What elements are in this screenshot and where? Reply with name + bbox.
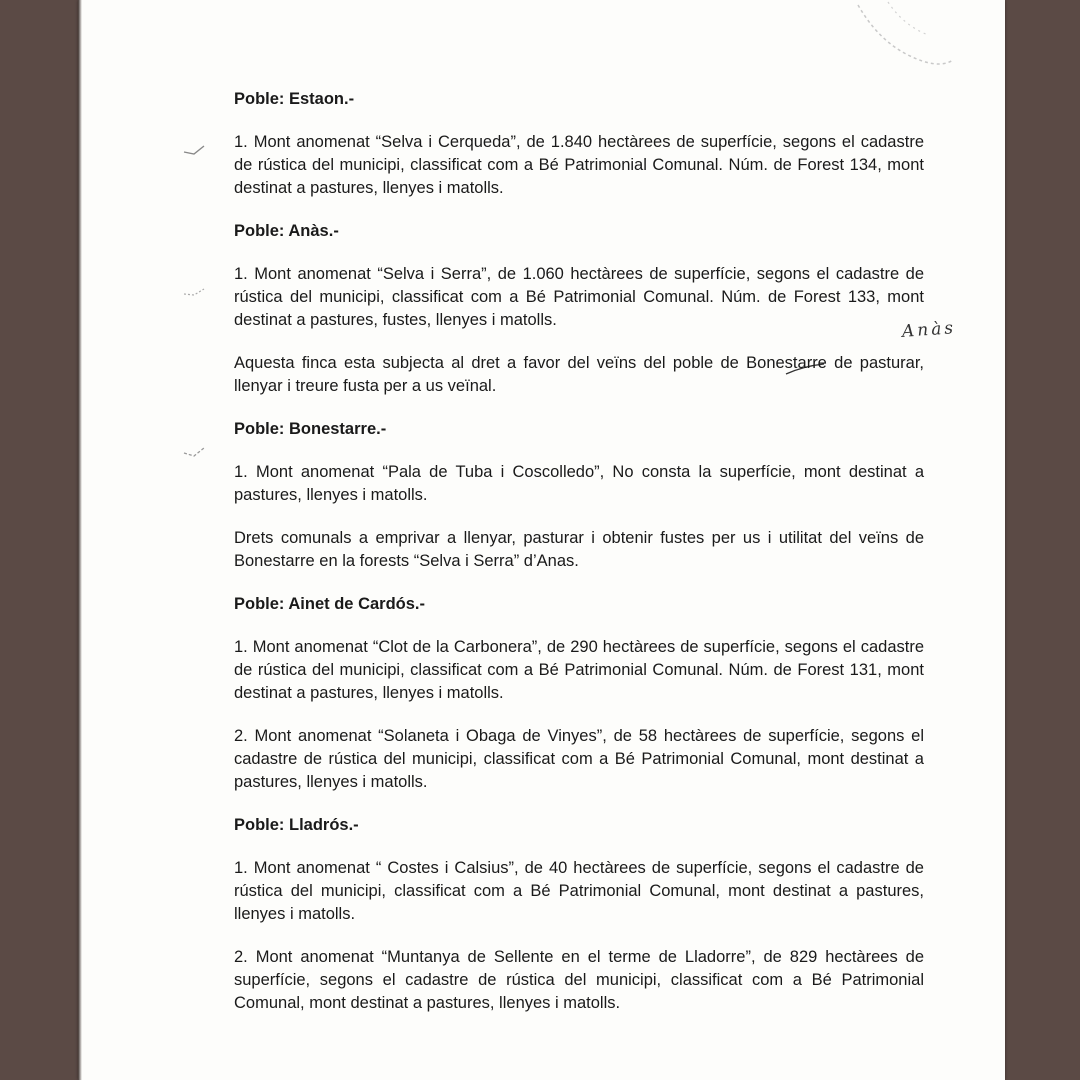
- section-heading: Poble: Estaon.-: [234, 90, 355, 108]
- section-heading: Poble: Ainet de Cardós.-: [234, 595, 425, 613]
- paragraph: 2. Mont anomenat “Muntanya de Sellente en el terme de Lladorre”, de 829 hectàrees de superfície, segons el cadastre de rústica del municipi, classificat com a Bé Patrimonial Comunal, mont destinat a pastures, llenyes i matolls.: [234, 948, 924, 1012]
- document-body: [234, 88, 924, 1035]
- paragraph: 1. Mont anomenat “Clot de la Carbonera”, de 290 hectàrees de superfície, segons el cadastre de rústica del municipi, classificat com a Bé Patrimonial Comunal. Núm. de Forest 131, mont destinat a pastures, llenyes i matolls.: [234, 638, 924, 702]
- section-bonestarre: [234, 418, 924, 573]
- paragraph: 1. Mont anomenat “Pala de Tuba i Coscolledo”, No consta la superfície, mont destinat a pastures, llenyes i matolls.: [234, 463, 924, 504]
- section-lladros: [234, 814, 924, 1015]
- scan-edge-shadow: [78, 0, 82, 1080]
- margin-tick-icon: [182, 444, 212, 462]
- paragraph: 2. Mont anomenat “Solaneta i Obaga de Vinyes”, de 58 hectàrees de superfície, segons el cadastre de rústica del municipi, classificat com a Bé Patrimonial Comunal, mont destinat a pastures, llenyes i matolls.: [234, 727, 924, 791]
- document-page: [78, 0, 1005, 1080]
- section-heading: Poble: Anàs.-: [234, 222, 339, 240]
- margin-tick-icon: [182, 142, 212, 160]
- paragraph: 1. Mont anomenat “Selva i Serra”, de 1.060 hectàrees de superfície, segons el cadastre de rústica del municipi, classificat com a Bé Patrimonial Comunal. Núm. de Forest 133, mont destinat a pastures, fustes, llenyes i matolls.: [234, 265, 924, 329]
- margin-tick-icon: [182, 284, 212, 302]
- section-anas: [234, 220, 924, 398]
- paragraph: Aquesta finca esta subjecta al dret a favor del veïns del poble de Bonestarre de pasturar, llenyar i treure fusta per a us veïnal.: [234, 354, 924, 395]
- section-ainet-de-cardos: [234, 593, 924, 794]
- paragraph: 1. Mont anomenat “Selva i Cerqueda”, de 1.840 hectàrees de superfície, segons el cadastre de rústica del municipi, classificat com a Bé Patrimonial Comunal. Núm. de Forest 134, mont destinat a pastures, llenyes i matolls.: [234, 133, 924, 197]
- paragraph: 1. Mont anomenat “ Costes i Calsius”, de 40 hectàrees de superfície, segons el cadastre de rústica del municipi, classificat com a Bé Patrimonial Comunal, mont destinat a pastures, llenyes i matolls.: [234, 859, 924, 923]
- paragraph: Drets comunals a emprivar a llenyar, pasturar i obtenir fustes per us i utilitat del veïns de Bonestarre en la forests “Selva i Serra” d’Anas.: [234, 529, 924, 570]
- section-heading: Poble: Bonestarre.-: [234, 420, 387, 438]
- section-heading: Poble: Lladrós.-: [234, 816, 359, 834]
- handwritten-annotation: Anàs: [901, 318, 957, 342]
- section-estaon: [234, 88, 924, 200]
- faint-stamp-mark: [848, 0, 958, 70]
